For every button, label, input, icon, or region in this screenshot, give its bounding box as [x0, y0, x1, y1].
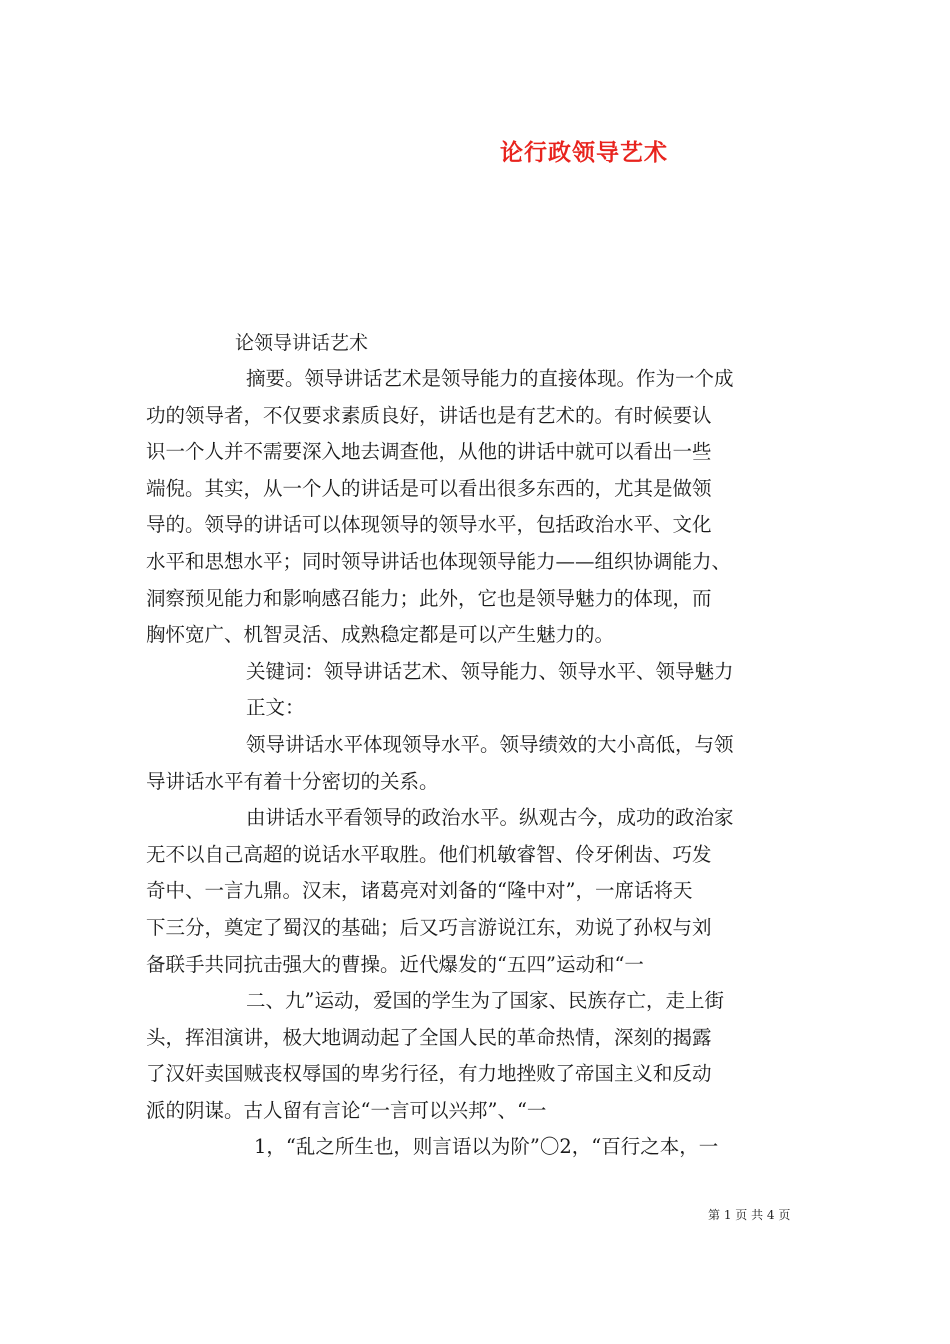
- body-line: 由讲话水平看领导的政治水平。纵观古今，成功的政治家: [246, 806, 734, 830]
- body-heading: 正文：: [246, 696, 305, 720]
- keywords-line: 关键词：领导讲话艺术、领导能力、领导水平、领导魅力: [246, 659, 734, 683]
- body-line: 功的领导者，不仅要求素质良好，讲话也是有艺术的。有时候要认: [146, 403, 712, 427]
- body-line: 头，挥泪演讲，极大地调动起了全国人民的革命热情，深刻的揭露: [146, 1025, 712, 1049]
- body-line: 下三分，奠定了蜀汉的基础；后又巧言游说江东，劝说了孙权与刘: [146, 915, 712, 939]
- body-line: 无不以自己高超的说话水平取胜。他们机敏睿智、伶牙俐齿、巧发: [146, 842, 712, 866]
- body-line: 二、九”运动，爱国的学生为了国家、民族存亡，走上街: [246, 989, 724, 1013]
- body-line: 派的阴谋。古人留有言论“一言可以兴邦”、“一: [146, 1098, 547, 1122]
- document-body: [146, 361, 826, 1166]
- page-indicator: 第 1 页 共 4 页: [708, 1208, 791, 1222]
- body-line: 水平和思想水平；同时领导讲话也体现领导能力——组织协调能力、: [146, 549, 732, 573]
- body-line: 导的。领导的讲话可以体现领导的领导水平，包括政治水平、文化: [146, 513, 712, 537]
- body-line: 摘要。领导讲话艺术是领导能力的直接体现。作为一个成: [246, 367, 734, 390]
- body-line: 识一个人并不需要深入地去调查他，从他的讲话中就可以看出一些: [146, 440, 712, 464]
- body-line: 洞察预见能力和影响感召能力；此外，它也是领导魅力的体现，而: [146, 586, 712, 610]
- body-line: 领导讲话水平体现领导水平。领导绩效的大小高低，与领: [246, 732, 734, 756]
- body-line: 端倪。其实，从一个人的讲话是可以看出很多东西的，尤其是做领: [146, 476, 712, 500]
- document-title: 论行政领导艺术: [500, 139, 668, 166]
- body-line: 1，“乱之所生也，则言语以为阶”〇2，“百行之本，一: [254, 1135, 719, 1159]
- body-line: 胸怀宽广、机智灵活、成熟稳定都是可以产生魅力的。: [146, 623, 615, 647]
- body-line: 导讲话水平有着十分密切的关系。: [146, 769, 439, 793]
- body-line: 备联手共同抗击强大的曹操。近代爆发的“五四”运动和“一: [146, 952, 644, 976]
- body-line: 了汉奸卖国贼丧权辱国的卑劣行径，有力地挫败了帝国主义和反动: [146, 1062, 712, 1086]
- body-line: 奇中、一言九鼎。汉末，诸葛亮对刘备的“隆中对”，一席话将天: [146, 879, 693, 903]
- document-subtitle: 论领导讲话艺术: [235, 332, 369, 354]
